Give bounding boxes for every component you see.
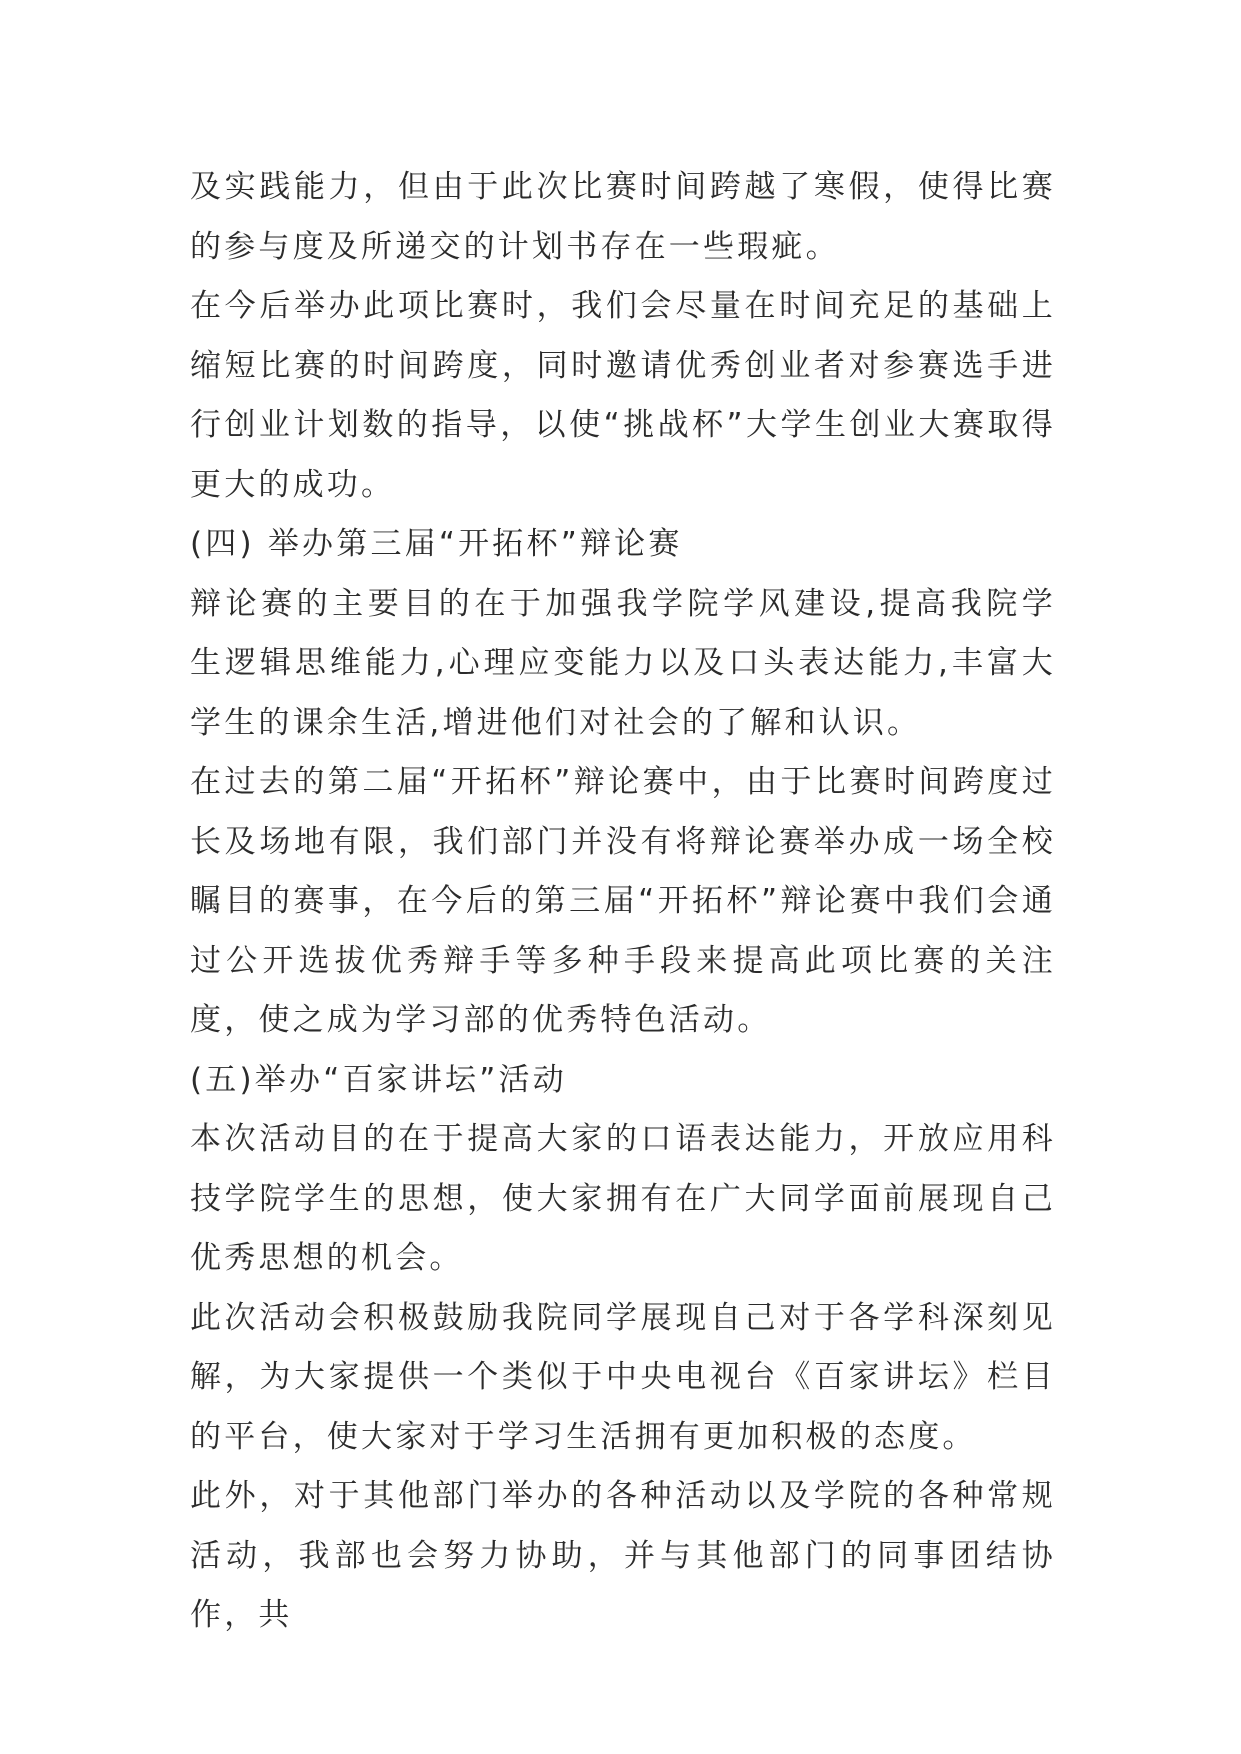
- paragraph-5: 本次活动目的在于提高大家的口语表达能力，开放应用科技学院学生的思想，使大家拥有在广大同学面前展现自己优秀思想的机会。: [190, 1121, 1056, 1276]
- paragraph-1: 及实践能力，但由于此次比赛时间跨越了寒假，使得比赛的参与度及所递交的计划书存在一些瑕疵。: [190, 169, 1056, 265]
- section-heading-4: (四) 举办第三届“开拓杯”辩论赛: [190, 526, 683, 562]
- paragraph-2: 在今后举办此项比赛时，我们会尽量在时间充足的基础上缩短比赛的时间跨度，同时邀请优秀创业者对参赛选手进行创业计划数的指导，以使“挑战杯”大学生创业大赛取得更大的成功。: [190, 288, 1056, 503]
- paragraph-6: 此次活动会积极鼓励我院同学展现自己对于各学科深刻见解，为大家提供一个类似于中央电视台《百家讲坛》栏目的平台，使大家对于学习生活拥有更加积极的态度。: [190, 1299, 1056, 1455]
- section-heading-5: (五)举办“百家讲坛”活动: [190, 1061, 567, 1098]
- paragraph-4: 在过去的第二届“开拓杯”辩论赛中，由于比赛时间跨度过长及场地有限，我们部门并没有将辩论赛举办成一场全校瞩目的赛事，在今后的第三届“开拓杯”辩论赛中我们会通过公开选拔优秀辩手等多种手段来提高此项比赛的关注度，使之成为学习部的优秀特色活动。: [190, 764, 1056, 1038]
- paragraph-3: 辩论赛的主要目的在于加强我学院学风建设,提高我院学生逻辑思维能力,心理应变能力以及口头表达能力,丰富大学生的课余生活,增进他们对社会的了解和认识。: [190, 585, 1056, 741]
- paragraph-7: 此外，对于其他部门举办的各种活动以及学院的各种常规活动，我部也会努力协助，并与其他部门的同事团结协作，共: [190, 1478, 1056, 1633]
- document-page: [190, 158, 1056, 1646]
